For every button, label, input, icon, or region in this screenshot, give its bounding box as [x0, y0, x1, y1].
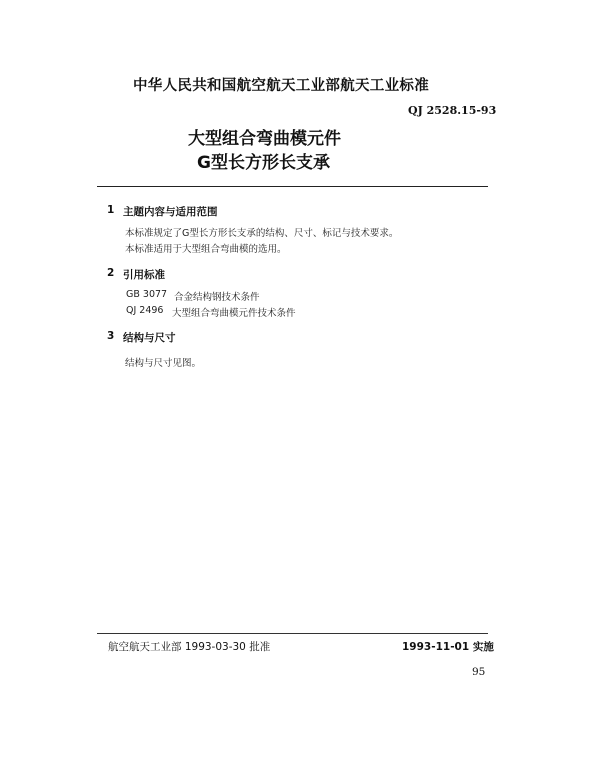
- section-3-title: 结构与尺寸: [123, 332, 176, 344]
- section-2-number: 2: [107, 267, 115, 279]
- reference-2-code: QJ 2496: [126, 305, 164, 316]
- document-title-line1: 大型组合弯曲模元件: [188, 129, 341, 149]
- reference-1-name: 合金结构钢技术条件: [174, 292, 260, 303]
- implementation-line: 1993-11-01 实施: [402, 641, 494, 653]
- section-3-number: 3: [107, 330, 115, 342]
- page-number: 95: [472, 666, 486, 678]
- header-divider: [97, 186, 488, 187]
- section-1-number: 1: [107, 204, 115, 216]
- approval-line: 航空航天工业部 1993-03-30 批准: [108, 641, 271, 653]
- footer-divider: [97, 633, 488, 634]
- section-1-paragraph-1: 本标准规定了G型长方形长支承的结构、尺寸、标记与技术要求。: [125, 228, 399, 239]
- standard-code: QJ 2528.15-93: [408, 104, 497, 117]
- section-1-paragraph-2: 本标准适用于大型组合弯曲模的选用。: [125, 244, 287, 255]
- section-1-title: 主题内容与适用范围: [123, 206, 218, 218]
- issuing-organization: 中华人民共和国航空航天工业部航天工业标准: [133, 78, 429, 94]
- section-2-title: 引用标准: [123, 269, 165, 281]
- section-3-paragraph-1: 结构与尺寸见图。: [125, 358, 202, 369]
- document-title-line2: G型长方形长支承: [197, 153, 330, 173]
- reference-1-code: GB 3077: [126, 289, 168, 300]
- reference-2-name: 大型组合弯曲模元件技术条件: [172, 308, 296, 319]
